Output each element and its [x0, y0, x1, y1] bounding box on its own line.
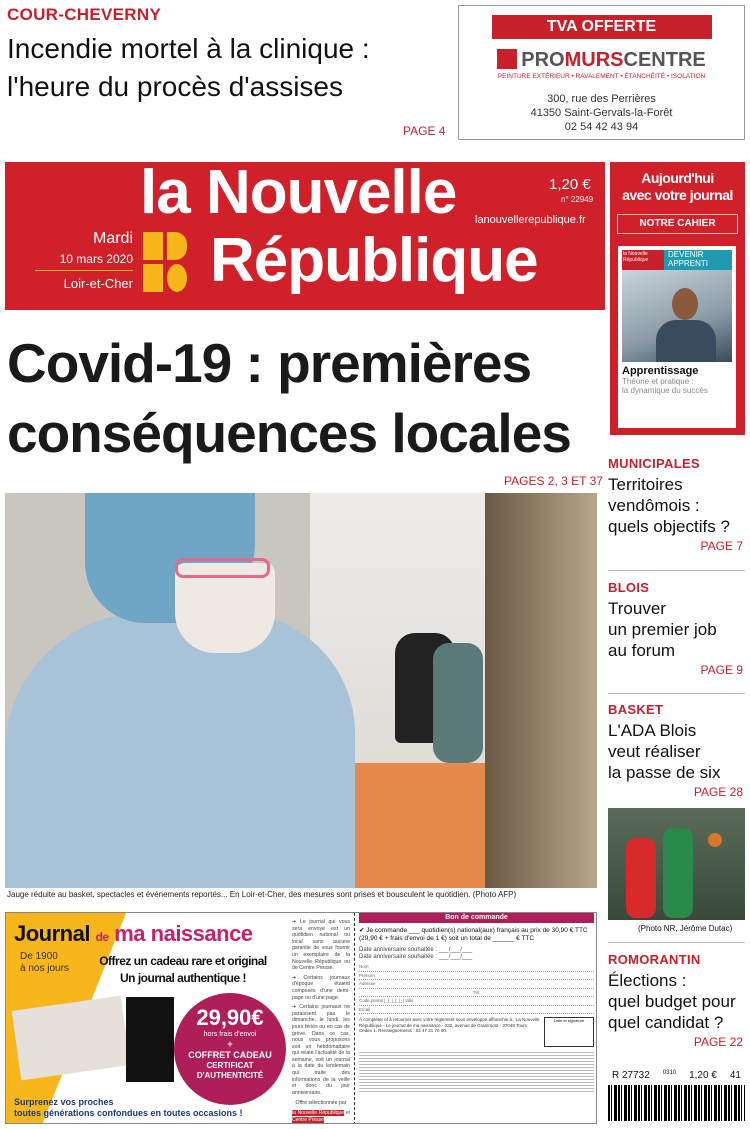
story-line: au forum	[608, 641, 676, 660]
nr-logo-icon	[143, 232, 187, 292]
nr-logo: la Nouvelle République	[292, 1110, 345, 1117]
price-circle	[174, 993, 286, 1105]
ad-footer: Surprenez vos proches	[14, 1097, 114, 1107]
brand-murs: MURS	[564, 49, 624, 71]
top-story-kicker: COUR-CHEVERNY	[7, 5, 162, 24]
ad-info: ➜ Certains journaux d'époque étaient composés d'une demi-page ou d'une page.	[292, 974, 350, 1001]
story-line: quel budget pour	[608, 992, 736, 1011]
ad-selected: Offre sélectionnée par	[295, 1100, 347, 1107]
barcode-price: 1,20 €	[689, 1070, 717, 1081]
order-form-date[interactable]: Date anniversaire souhaitée : ___/___/___	[359, 947, 473, 953]
ad-et: et	[345, 1110, 350, 1117]
signature-box[interactable]: Date et signature	[544, 1017, 594, 1047]
sidebar-story[interactable]	[608, 702, 748, 799]
order-form-line: ✔ Je commande ___ quotidien(s) national(aux) français au prix de 30,90 € TTC (29,90 € + frais d'envoi de 1 €) soit un total de ______ € TTC	[359, 927, 588, 942]
order-form[interactable]	[354, 913, 597, 1124]
ad-since: à nos jours	[20, 963, 69, 974]
brand-centre: CENTRE	[623, 49, 706, 71]
cover-banner: DEVENIR	[668, 250, 704, 259]
ad-certificat: CERTIFICAT D'AUTHENTICITÉ	[196, 1061, 264, 1080]
masthead-url[interactable]: lanouvellerepublique.fr	[475, 214, 586, 226]
order-form-date[interactable]: Date anniversaire souhaitée : ___/___/___	[359, 954, 473, 960]
ad-naissance: ma naissance	[114, 921, 253, 946]
ad-since: De 1900	[20, 951, 58, 962]
cover-sub: Théorie et pratique :	[622, 377, 694, 386]
masthead-date: 10 mars 2020	[59, 252, 133, 266]
form-field-prenom[interactable]: Prénom	[359, 972, 594, 981]
masthead	[5, 158, 605, 310]
ad-offer: Offrez un cadeau rare et original	[99, 954, 267, 968]
supplement-box[interactable]	[610, 162, 745, 435]
headline-line: conséquences locales	[7, 402, 571, 464]
barcode-number: 41	[729, 1070, 741, 1081]
story-line: un premier job	[608, 620, 717, 639]
story-line: Élections :	[608, 971, 687, 990]
basket-photo-caption: (Photo NR, Jérôme Dutac)	[638, 924, 733, 933]
title-nouvelle: Nouvelle	[205, 158, 457, 227]
ad-de: de	[95, 930, 109, 944]
brand-logo-icon	[497, 49, 517, 69]
cover-brand: la Nouvelle République	[622, 250, 664, 270]
ad-banner: TVA OFFERTE	[492, 15, 712, 39]
cover-title: Apprentissage	[622, 365, 699, 377]
title-la: la	[140, 158, 190, 227]
supplement-title: Aujourd'hui	[641, 170, 714, 186]
story-line: quel candidat ?	[608, 1013, 724, 1032]
story-kicker: BLOIS	[608, 580, 650, 595]
form-field-adresse[interactable]: Adresse	[359, 980, 594, 989]
ad-journal: Journal	[14, 921, 90, 946]
barcode-bars	[608, 1085, 745, 1121]
story-line: Territoires	[608, 475, 683, 494]
bottom-ad[interactable]	[5, 912, 597, 1124]
sidebar-story[interactable]	[608, 456, 748, 553]
top-story-headline[interactable]	[7, 30, 370, 106]
story-line: L'ADA Blois	[608, 721, 697, 740]
form-field-email[interactable]: Email	[359, 1006, 594, 1015]
masthead-edition[interactable]: Loir-et-Cher	[63, 276, 133, 291]
form-field-tel[interactable]: Tél.	[359, 989, 594, 998]
barcode	[608, 1070, 745, 1124]
ad-price: 29,90€	[196, 1005, 264, 1030]
story-kicker: BASKET	[608, 702, 664, 717]
barcode-code: R 27732	[612, 1070, 650, 1081]
cover-photo	[622, 270, 732, 362]
cover-sub: la dynamique du succès	[622, 386, 708, 395]
ad-tagline: PEINTURE EXTÉRIEUR • RAVALEMENT • ÉTANCHÉITÉ • ISOLATION	[497, 73, 706, 80]
ad-brand	[459, 49, 744, 72]
form-field-nom[interactable]: Nom	[359, 963, 594, 972]
ad-phone: 02 54 42 43 94	[564, 121, 639, 133]
supplement-cover	[618, 246, 736, 428]
basket-photo	[608, 808, 745, 920]
cp-logo: Centre Presse	[292, 1116, 324, 1123]
order-form-return: À compléter et à retourner avec votre règlement sous enveloppe affranchie à : La Nouvelle République - Le journal de ma naissance - 232, avenue de Grammont - 37048 Tours Cedex 1. Renseignements : 02 47 31 70 00.	[359, 1017, 540, 1034]
ad-coffret: COFFRET CADEAU	[188, 1050, 272, 1060]
top-story-page: PAGE 4	[403, 124, 446, 138]
main-photo-caption: Jauge réduite au basket, spectacles et événements reportés... En Loir-et-Cher, des mesures sont prises et bousculent le quotidien. (Photo AFP)	[7, 890, 517, 899]
masthead-price: 1,20 €	[549, 176, 591, 193]
story-page: PAGE 7	[700, 539, 743, 553]
headline-line: l'heure du procès d'assises	[7, 71, 343, 102]
fine-print	[359, 1050, 594, 1092]
ad-footer: toutes générations confondues en toutes occasions !	[14, 1108, 243, 1118]
headline-line: Incendie mortel à la clinique :	[7, 33, 370, 64]
story-line: la passe de six	[608, 763, 721, 782]
ad-info: ➜ Certains journaux ne paraissent pas le dimanche, le lundi, les jours fériés ou en cas de grève. Dans ce cas, nous vous proposons soit un hebdomadaire qui relate l'actualité de la semaine, soit un journal à la date du lendemain qui traite des informations de la veille et donc du jour anniversaire.	[292, 1004, 350, 1096]
sidebar-story[interactable]	[608, 952, 748, 1049]
ad-plus: +	[227, 1039, 233, 1049]
cover-banner: APPRENTI	[668, 259, 709, 268]
story-line: Trouver	[608, 599, 666, 618]
notre-cahier-button[interactable]: NOTRE CAHIER	[617, 214, 738, 234]
sidebar-story[interactable]	[608, 580, 748, 677]
ad-price-sub: hors frais d'envoi	[203, 1031, 257, 1038]
story-line: veut réaliser	[608, 742, 701, 761]
main-headline[interactable]	[7, 328, 571, 468]
story-line: quels objectifs ?	[608, 517, 730, 536]
masthead-day: Mardi	[92, 230, 133, 247]
masthead-title-republique: République	[210, 226, 538, 295]
masthead-issue: n° 22949	[561, 195, 594, 204]
story-page: PAGE 9	[700, 663, 743, 677]
ad-info: ➜ Le journal qui vous sera envoyé est un quotidien national ou local sans aucune garantie de vous fournir un exemplaire de la Nouvelle République ou de Centre Presse.	[292, 919, 350, 972]
main-photo	[5, 493, 597, 888]
story-page: PAGE 22	[693, 1035, 743, 1049]
ad-address: 300, rue des Perrières	[547, 93, 656, 105]
form-field-code-postal[interactable]: Code postal |_|_|_|_|_| Ville	[359, 997, 594, 1006]
ad-address: 41350 Saint-Gervals-la-Forêt	[530, 107, 673, 119]
brand-pro: PRO	[521, 49, 565, 71]
ad-offer: Un journal authentique !	[120, 971, 246, 985]
supplement-title: avec votre journal	[622, 187, 733, 203]
top-ad[interactable]	[458, 5, 745, 140]
order-form-title: Bon de commande	[359, 913, 594, 923]
barcode-sub: 0310	[662, 1070, 677, 1076]
story-kicker: MUNICIPALES	[608, 456, 700, 471]
ad-journal-title	[14, 921, 253, 950]
story-page: PAGE 28	[693, 785, 743, 799]
gift-box-image	[126, 997, 174, 1082]
story-line: vendômois :	[608, 496, 700, 515]
story-kicker: ROMORANTIN	[608, 952, 701, 967]
newspapers-image	[12, 996, 131, 1081]
headline-line: Covid-19 : premières	[7, 332, 532, 394]
main-story-pages: PAGES 2, 3 ET 37	[504, 474, 603, 488]
masthead-title	[140, 158, 457, 227]
